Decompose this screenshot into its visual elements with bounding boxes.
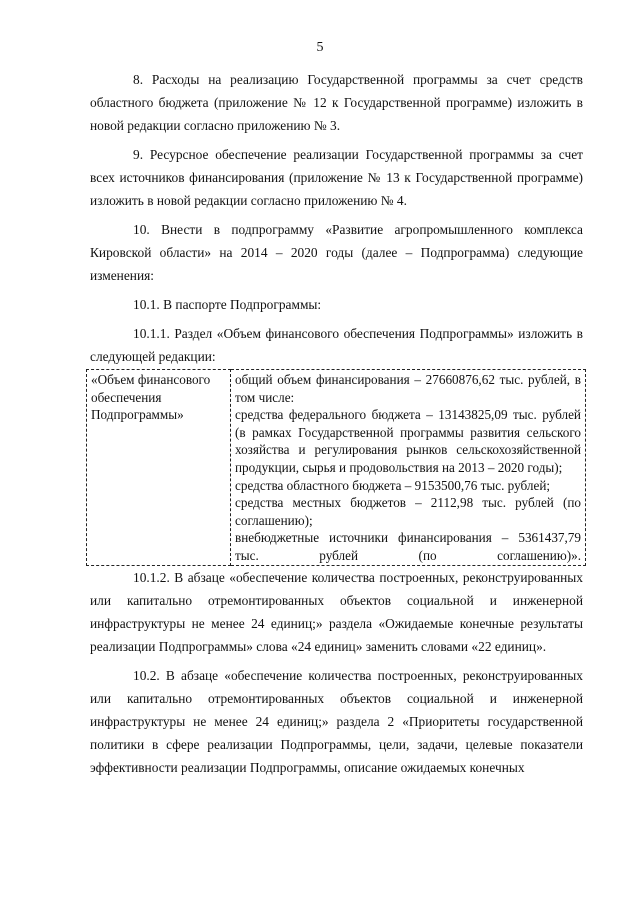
funding-federal: средства федерального бюджета – 13143825,09 тыс. рублей (в рамках Государственной программы развития сельского хозяйства и регулирования рынков сельскохозяйственной продукции, сырья и продовольствия на 2013 – 2020 годы); [235,407,581,475]
paragraph-10-1-1: 10.1.1. Раздел «Объем финансового обеспечения Подпрограммы» изложить в следующей редакции: [90,326,583,364]
funding-regional: средства областного бюджета – 9153500,76 тыс. рублей; [235,477,551,493]
table-row [87,370,586,566]
paragraph-10-1-2: 10.1.2. В абзаце «обеспечение количества построенных, реконструированных или капитально отремонтированных объектов социальной и инженерной инфраструктуры не менее 24 единиц;» раздела «Ожидаемые конечные результаты реализации Подпрограммы» слова «24 единиц» заменить словами «22 единиц». [90,569,583,654]
funding-total: общий объем финансирования – 27660876,62 тыс. рублей, в том числе: [235,372,581,405]
document-body [90,68,583,779]
passport-value-cell [231,370,586,566]
paragraph-9: 9. Ресурсное обеспечение реализации Государственной программы за счет всех источников финансирования (приложение № 13 к Государственной программе) изложить в новой редакции согласно приложению № 4. [90,147,583,208]
passport-table [86,369,586,566]
paragraph-10: 10. Внести в подпрограмму «Развитие агропромышленного комплекса Кировской области» на 2014 – 2020 годы (далее – Подпрограмма) следующие изменения: [90,222,583,283]
page-number: 5 [316,40,324,55]
paragraph-10-2: 10.2. В абзаце «обеспечение количества построенных, реконструированных или капитально отремонтированных объектов социальной и инженерной инфраструктуры не менее 24 единиц;» раздела 2 «Приоритеты государственной политики в сфере реализации Подпрограммы, цели, задачи, целевые показатели эффективности реализации Подпрограммы, описание ожидаемых конечных [90,667,583,775]
paragraph-10-1: 10.1. В паспорте Подпрограммы: [133,297,322,312]
funding-local: средства местных бюджетов – 2112,98 тыс. рублей (по соглашению); [235,495,581,528]
funding-extrabudgetary: внебюджетные источники финансирования – 5361437,79 тыс. рублей (по соглашению)». [235,530,581,563]
passport-label-cell: «Объем финансового обеспечения Подпрограммы» [87,370,231,566]
paragraph-8: 8. Расходы на реализацию Государственной программы за счет средств областного бюджета (приложение № 12 к Государственной программе) изложить в новой редакции согласно приложению № 3. [90,72,583,133]
